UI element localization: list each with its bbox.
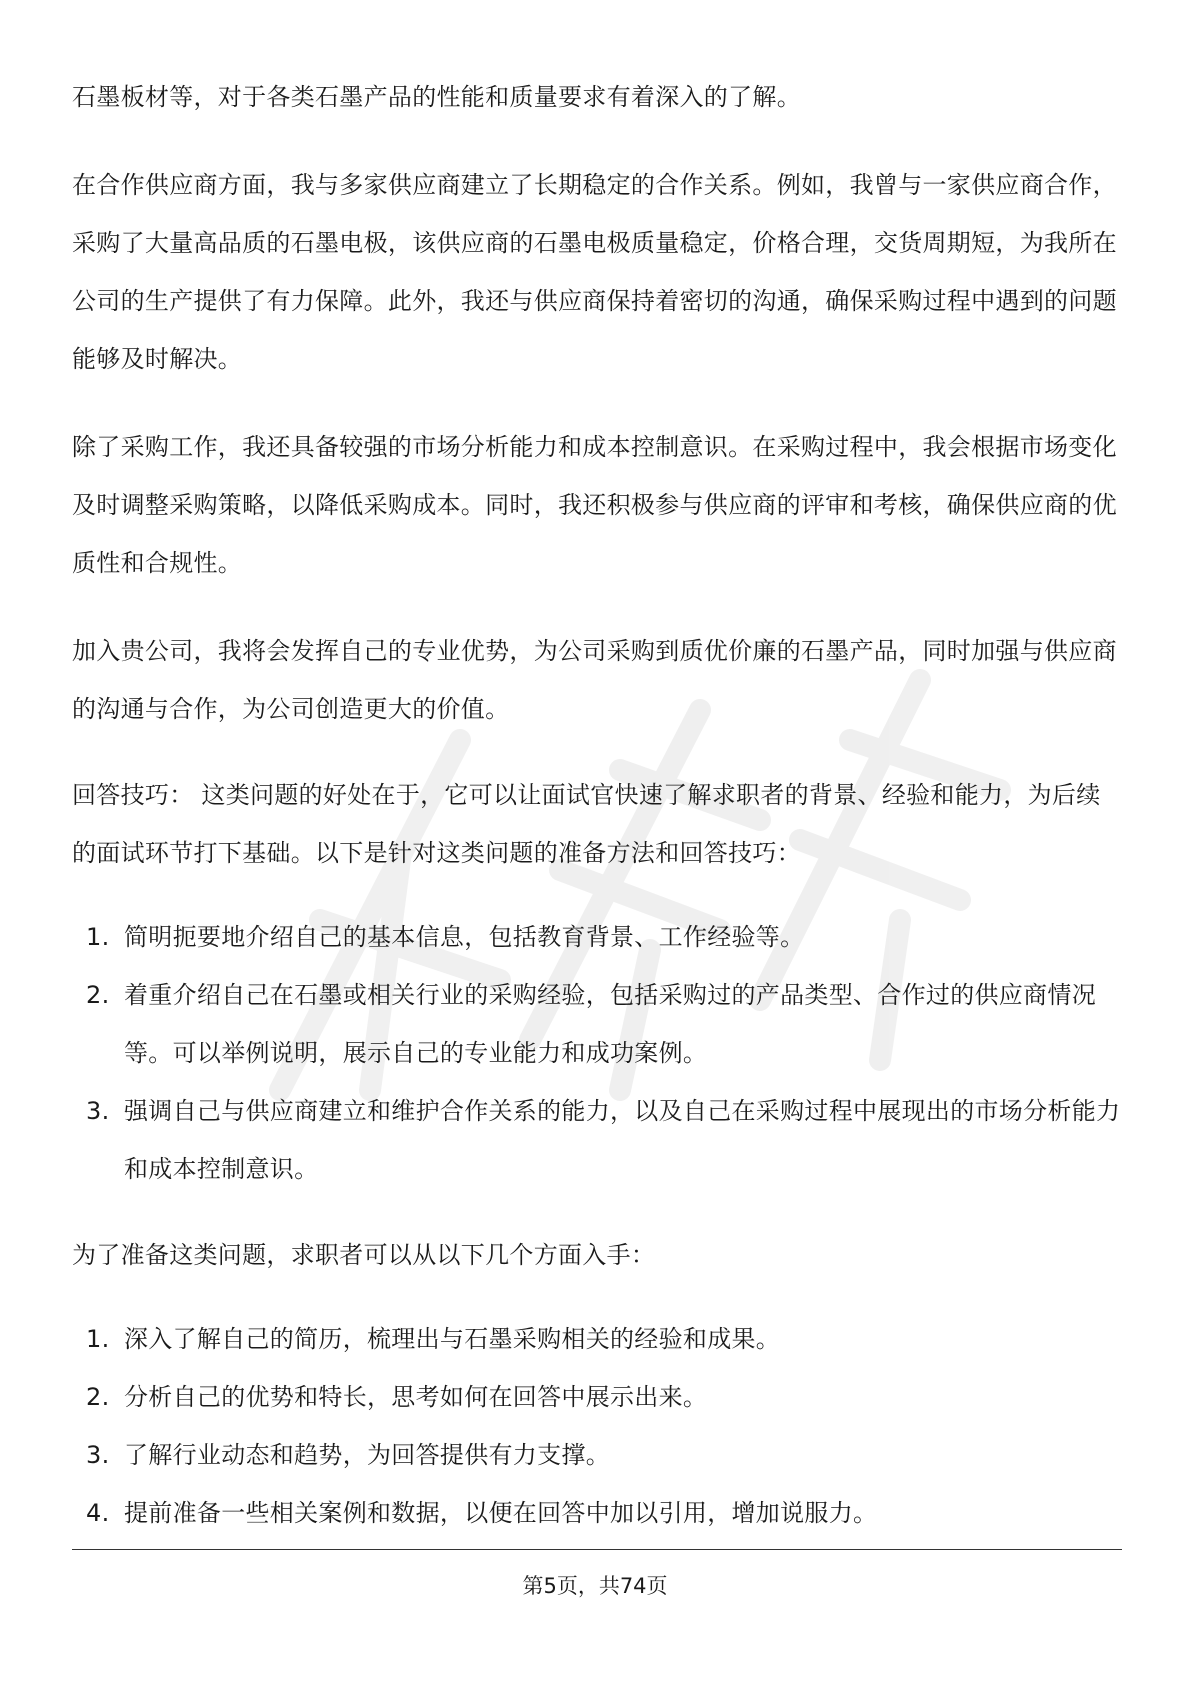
preparation-list — [72, 1310, 1122, 1542]
list-item — [72, 1310, 1122, 1368]
list-item — [72, 908, 1122, 966]
paragraph-4: 加入贵公司，我将会发挥自己的专业优势，为公司采购到质优价廉的石墨产品，同时加强与供应商的沟通与合作，为公司创造更大的价值。 — [72, 637, 1117, 723]
paragraph-5: 回答技巧： 这类问题的好处在于，它可以让面试官快速了解求职者的背景、经验和能力，为后续的面试环节打下基础。以下是针对这类问题的准备方法和回答技巧： — [72, 781, 1101, 867]
list-item-text: 着重介绍自己在石墨或相关行业的采购经验，包括采购过的产品类型、合作过的供应商情况等。可以举例说明，展示自己的专业能力和成功案例。 — [124, 981, 1096, 1067]
list-item-text: 简明扼要地介绍自己的基本信息，包括教育背景、工作经验等。 — [124, 923, 805, 951]
list-item-number: 1. — [86, 1325, 110, 1353]
list-item-number: 2. — [86, 1383, 110, 1411]
list-item — [72, 966, 1122, 1082]
list-item-number: 4. — [86, 1499, 110, 1527]
paragraph-2: 在合作供应商方面，我与多家供应商建立了长期稳定的合作关系。例如，我曾与一家供应商合作，采购了大量高品质的石墨电极，该供应商的石墨电极质量稳定，价格合理，交货周期短，为我所在公司的生产提供了有力保障。此外，我还与供应商保持着密切的沟通，确保采购过程中遇到的问题能够及时解决。 — [72, 171, 1117, 373]
list-item-number: 1. — [86, 923, 110, 951]
list-item-number: 3. — [86, 1097, 110, 1125]
list-item-text: 提前准备一些相关案例和数据，以便在回答中加以引用，增加说服力。 — [124, 1499, 878, 1527]
list-item — [72, 1368, 1122, 1426]
page-number: 第5页，共74页 — [522, 1574, 668, 1598]
paragraph-1: 石墨板材等，对于各类石墨产品的性能和质量要求有着深入的了解。 — [72, 83, 801, 111]
list-item-text: 强调自己与供应商建立和维护合作关系的能力，以及自己在采购过程中展现出的市场分析能力和成本控制意识。 — [124, 1097, 1121, 1183]
answer-tips-list — [72, 908, 1122, 1198]
paragraph-3: 除了采购工作，我还具备较强的市场分析能力和成本控制意识。在采购过程中，我会根据市场变化及时调整采购策略，以降低采购成本。同时，我还积极参与供应商的评审和考核，确保供应商的优质性和合规性。 — [72, 433, 1117, 577]
paragraph-6: 为了准备这类问题，求职者可以从以下几个方面入手： — [72, 1241, 656, 1269]
list-item — [72, 1082, 1122, 1198]
list-item-number: 3. — [86, 1441, 110, 1469]
list-item — [72, 1484, 1122, 1542]
list-item-number: 2. — [86, 981, 110, 1009]
list-item-text: 了解行业动态和趋势，为回答提供有力支撑。 — [124, 1441, 610, 1469]
list-item-text: 分析自己的优势和特长，思考如何在回答中展示出来。 — [124, 1383, 708, 1411]
footer-divider — [72, 1549, 1122, 1550]
list-item — [72, 1426, 1122, 1484]
list-item-text: 深入了解自己的简历，梳理出与石墨采购相关的经验和成果。 — [124, 1325, 781, 1353]
